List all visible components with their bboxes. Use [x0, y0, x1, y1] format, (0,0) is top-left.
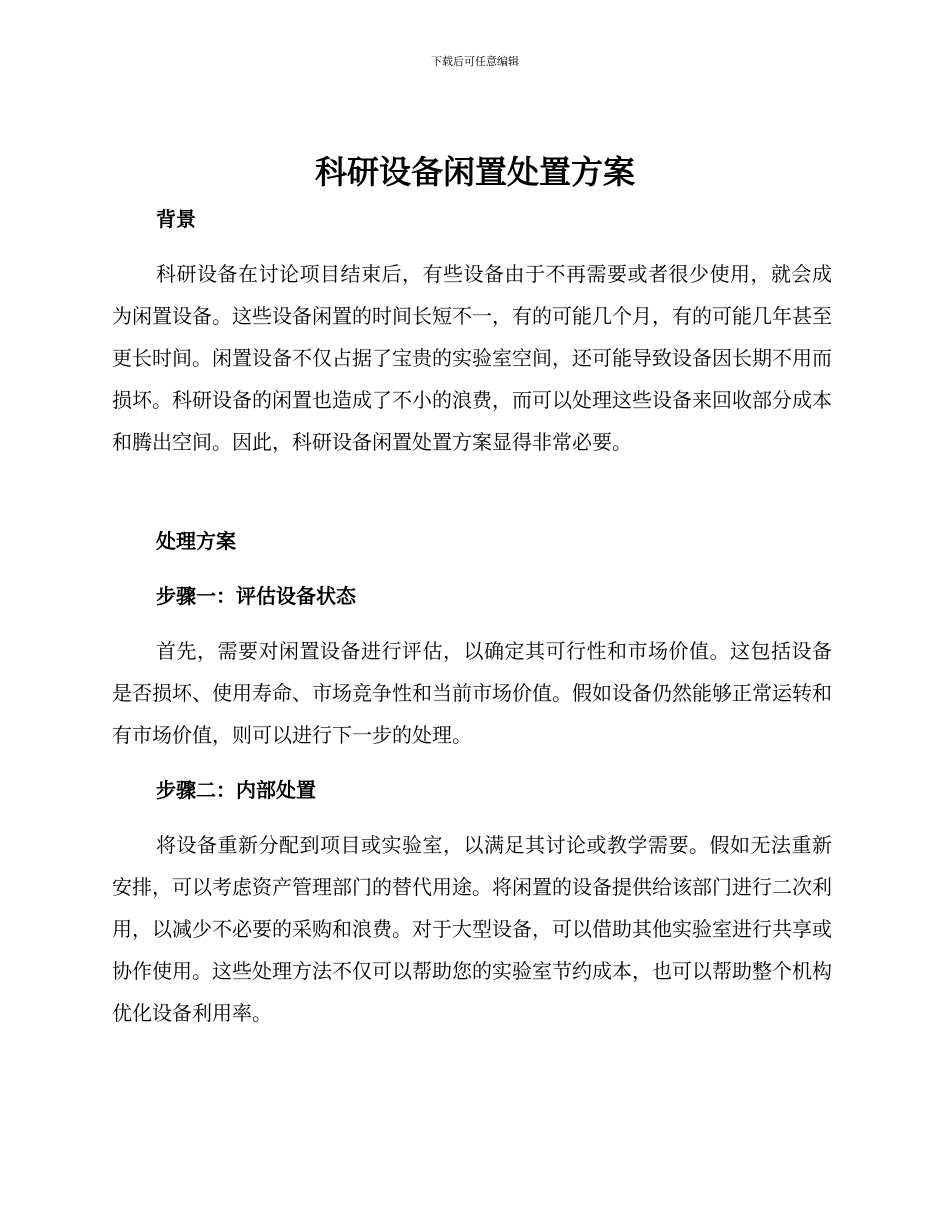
paragraph-step-assess: 首先，需要对闲置设备进行评估，以确定其可行性和市场价值。这包括设备是否损坏、使用寿命、市场竞争性和当前市场价值。假如设备仍然能够正常运转和有市场价值，则可以进行下一步的处理。: [112, 639, 832, 747]
paragraph-background: 科研设备在讨论项目结束后，有些设备由于不再需要或者很少使用，就会成为闲置设备。这些设备闲置的时间长短不一，有的可能几个月，有的可能几年甚至更长时间。闲置设备不仅占据了宝贵的实验室空间，还可能导致设备因长期不用而损坏。科研设备的闲置也造成了不小的浪费，而可以处理这些设备来回收部分成本和腾出空间。因此，科研设备闲置处置方案显得非常必要。: [112, 262, 832, 454]
section-heading-background: 背景: [156, 207, 196, 231]
step-heading-assess: 步骤一：评估设备状态: [156, 584, 356, 608]
paragraph-step-internal: 将设备重新分配到项目或实验室，以满足其讨论或教学需要。假如无法重新安排，可以考虑资产管理部门的替代用途。将闲置的设备提供给该部门进行二次利用，以减少不必要的采购和浪费。对于大型设备，可以借助其他实验室进行共享或协作使用。这些处理方法不仅可以帮助您的实验室节约成本，也可以帮助整个机构优化设备利用率。: [112, 833, 832, 1025]
document-title: 科研设备闲置处置方案: [314, 153, 635, 191]
header-note: 下载后可任意编辑: [431, 55, 519, 68]
step-heading-internal: 步骤二：内部处置: [156, 778, 316, 802]
section-heading-plan: 处理方案: [156, 529, 236, 553]
